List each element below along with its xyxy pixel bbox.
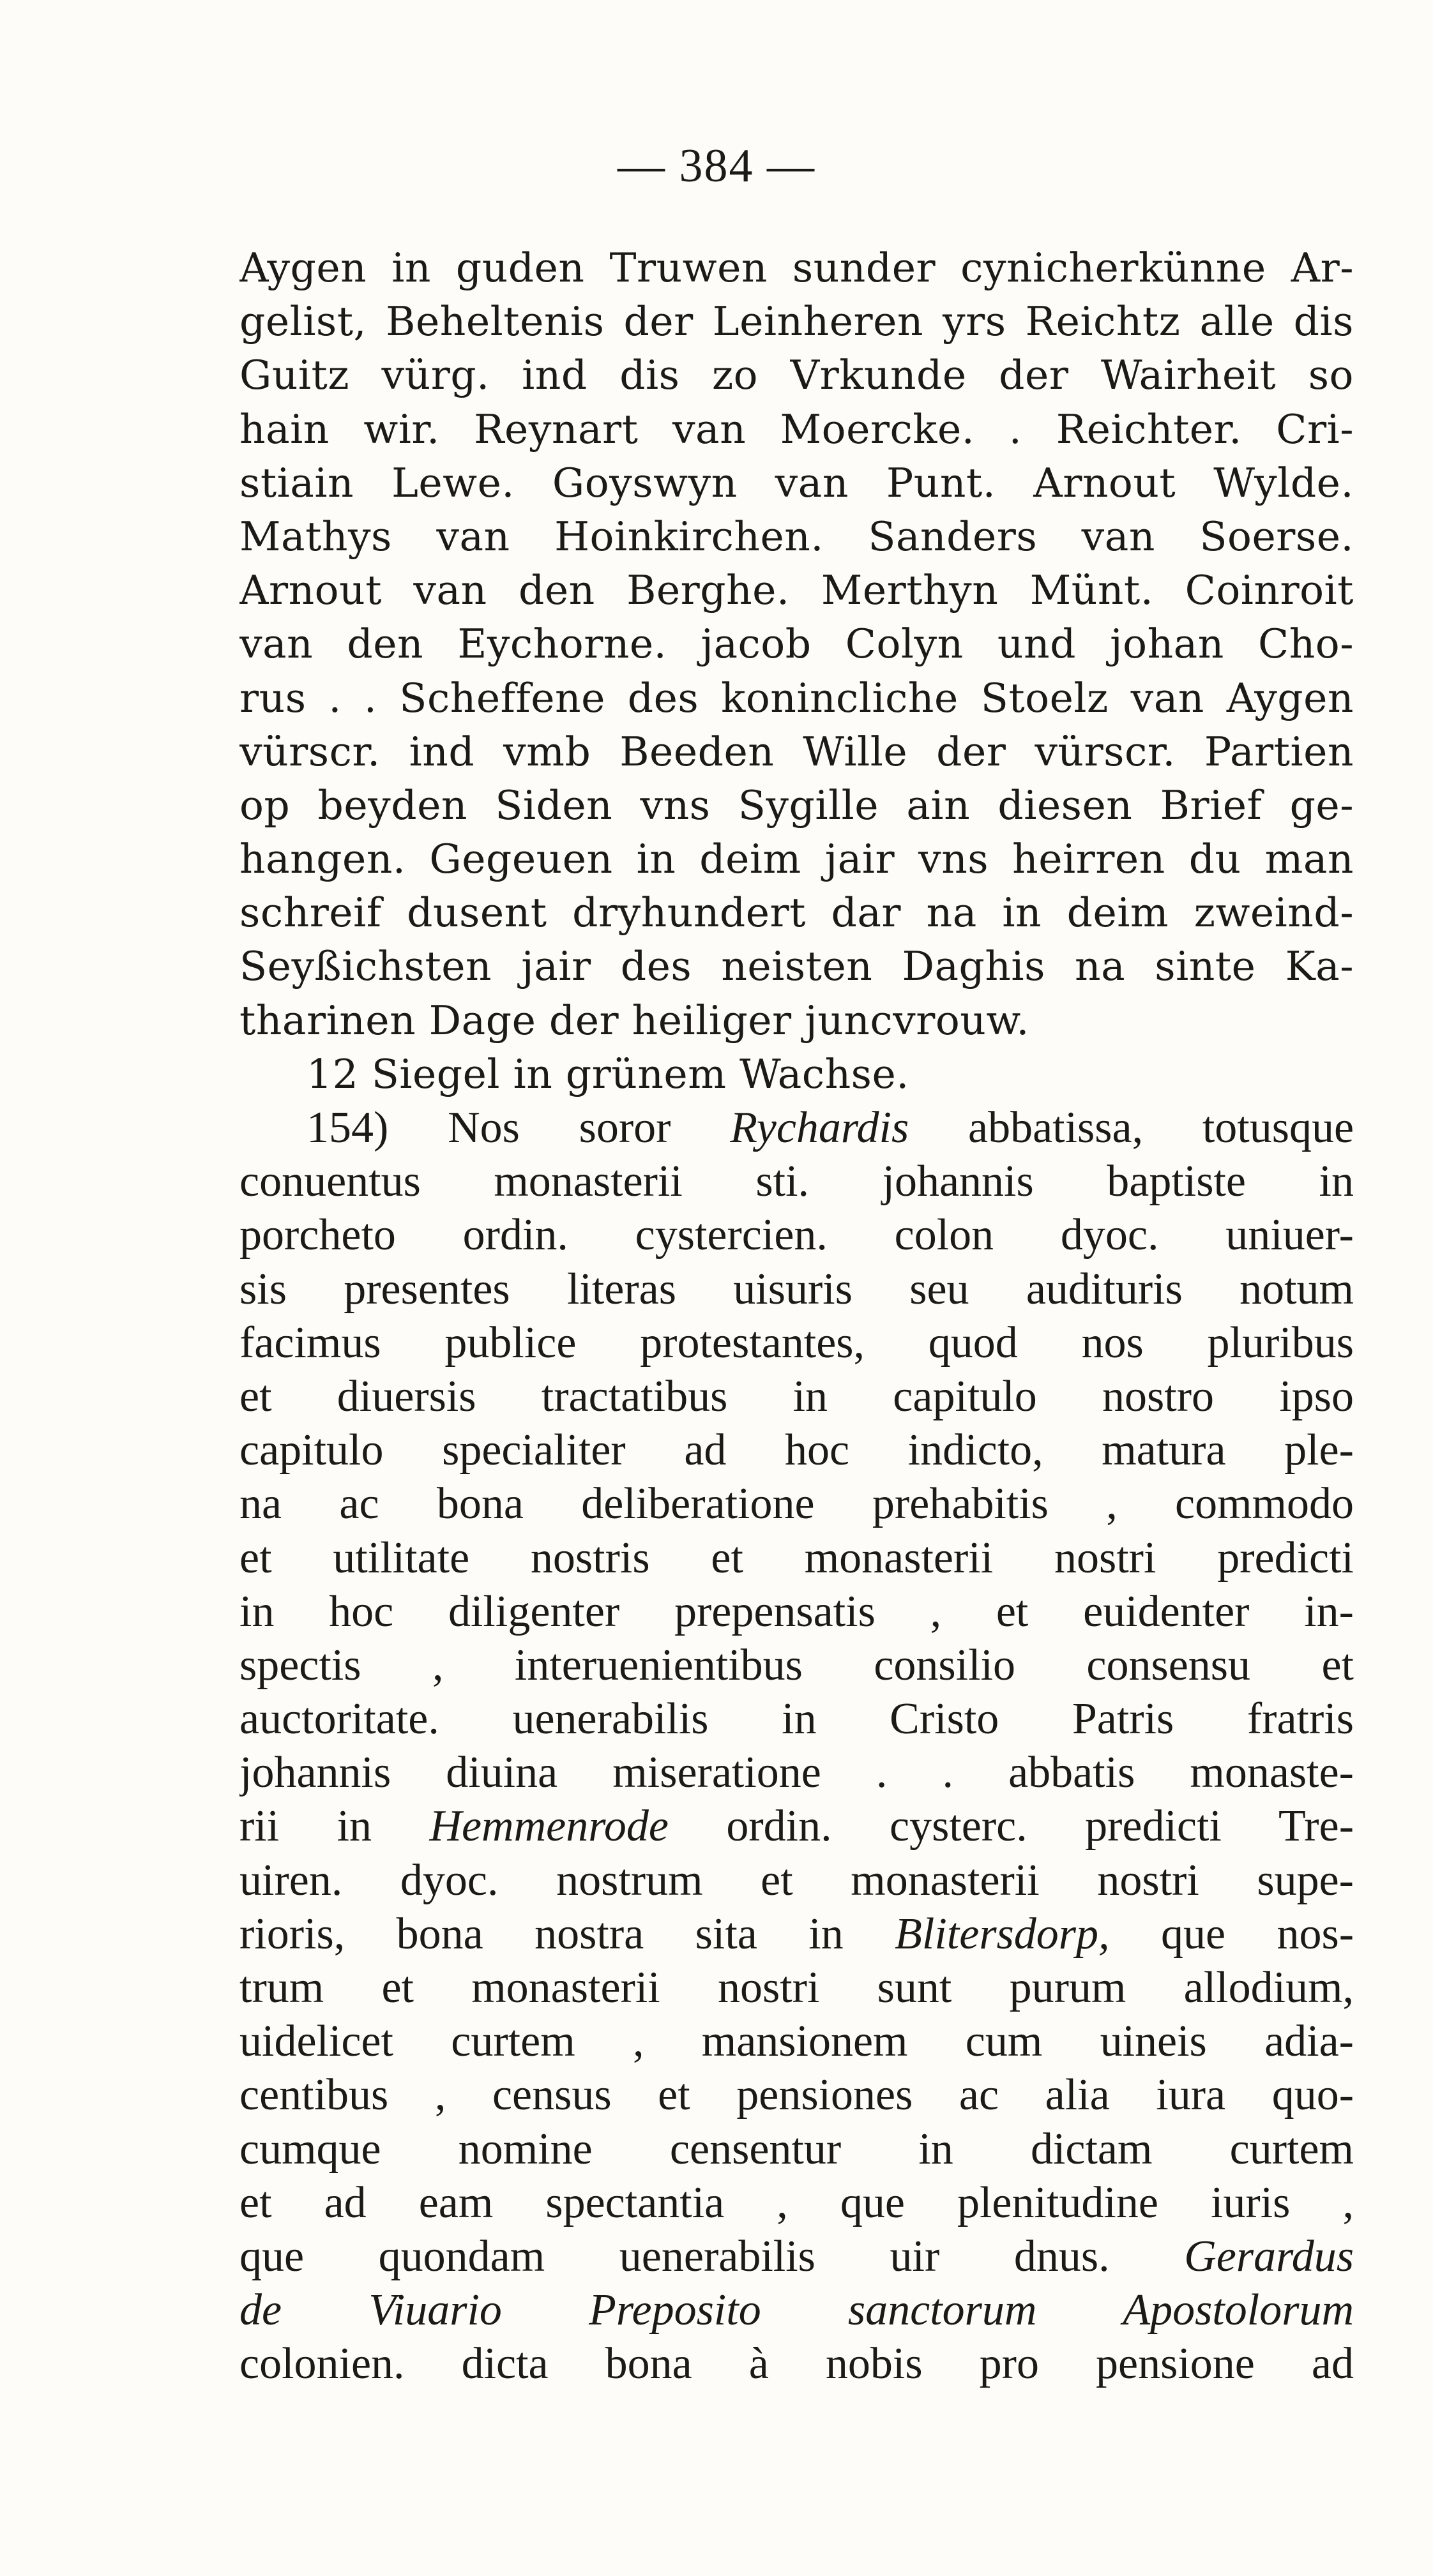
text-line: spectis , interuenientibus consilio consensu et [239,1640,1354,1690]
text-line: op beyden Siden vns Sygille ain diesen Brief ge- [239,781,1354,829]
text-line: conuentus monasterii sti. johannis baptiste in [239,1157,1354,1207]
text-line: uiren. dyoc. nostrum et monasterii nostri supe- [239,1855,1354,1905]
text-line: stiain Lewe. Goyswyn van Punt. Arnout Wylde. [239,459,1354,506]
text-segment: rii in [239,1802,372,1851]
text-line: hain wir. Reynart van Moercke. . Reichter. Cri- [239,405,1354,453]
text-line: cumque nomine censentur in dictam curtem [239,2124,1354,2174]
text-line: Aygen in guden Truwen sunder cynicherkünne Ar- [239,245,1354,291]
text-line-viuario: de Viuario Preposito sanctorum Apostolorum [239,2286,1354,2335]
text-line: vürscr. ind vmb Beeden Wille der vürscr. Partien [239,728,1354,775]
charter-opening: Nos soror [448,1103,671,1152]
text-line: johannis diuina miseratione . . abbatis monaste- [239,1748,1354,1798]
text-line: tharinen Dage der heiliger juncvrouw. [239,997,1029,1044]
place-name: Blitersdorp, [895,1909,1110,1959]
text-line: hangen. Gegeuen in deim jair vns heirren du man [239,836,1354,883]
text-line: Mathys van Hoinkirchen. Sanders van Soerse. [239,513,1354,560]
text-segment: que nos- [1160,1909,1354,1959]
place-name: Hemmenrode [429,1802,669,1851]
text-line: Arnout van den Berghe. Merthyn Münt. Coinroit [239,567,1354,614]
text-line: et diuersis tractatibus in capitulo nostro ipso [239,1371,1354,1421]
text-line: porcheto ordin. cystercien. colon dyoc. uniuer- [239,1210,1354,1260]
text-segment: rioris, bona nostra sita in [239,1909,844,1959]
text-line: Guitz vürg. ind dis zo Vrkunde der Wairheit so [239,352,1354,399]
text-line: trum et monasterii nostri sunt purum allodium, [239,1963,1354,2012]
person-name: Gerardus [1184,2231,1354,2281]
text-line: facimus publice protestantes, quod nos pluribus [239,1318,1354,1367]
text-segment: que quondam uenerabilis uir dnus. [239,2231,1110,2281]
text-line: rus . . Scheffene des konincliche Stoelz van Aygen [239,674,1354,721]
text-line: capitulo specialiter ad hoc indicto, matura ple- [239,1426,1354,1475]
text-line: gelist, Beheltenis der Leinheren yrs Reichtz alle dis [239,298,1354,345]
text-line: na ac bona deliberatione prehabitis , commodo [239,1479,1354,1529]
text-line: auctoritate. uenerabilis in Cristo Patris fratris [239,1694,1354,1744]
text-line: et utilitate nostris et monasterii nostri predicti [239,1533,1354,1583]
text-line-hemmenrode [239,1800,1354,1853]
page-text [239,241,1354,2391]
text-line-gerardus [239,2230,1354,2284]
text-line: schreif dusent dryhundert dar na in deim zweind- [239,889,1354,937]
text-line-blitersdorp [239,1908,1354,1961]
charter-heading-line [239,1101,1354,1155]
text-line: sis presentes literas uisuris seu audituris notum [239,1264,1354,1314]
text-line: centibus , census et pensiones ac alia iura quo- [239,2070,1354,2120]
charter-opening-rest: abbatissa, totusque [968,1103,1354,1152]
text-line: colonien. dicta bona à nobis pro pensione ad [239,2339,1354,2389]
abbess-name: Rychardis [730,1103,909,1152]
text-segment: ordin. cysterc. predicti Tre- [726,1802,1354,1851]
text-line: van den Eychorne. jacob Colyn und johan Cho- [239,621,1354,668]
page-number: — 384 — [618,140,815,192]
text-line: in hoc diligenter prepensatis , et euidenter in- [239,1586,1354,1636]
text-line: et ad eam spectantia , que plenitudine iuris , [239,2178,1354,2227]
seal-note: 12 Siegel in grünem Wachse. [307,1050,909,1097]
charter-number: 154) [307,1103,389,1152]
text-line: uidelicet curtem , mansionem cum uineis adia- [239,2017,1354,2067]
text-line: Seyßichsten jair des neisten Daghis na sinte Ka- [239,943,1354,990]
